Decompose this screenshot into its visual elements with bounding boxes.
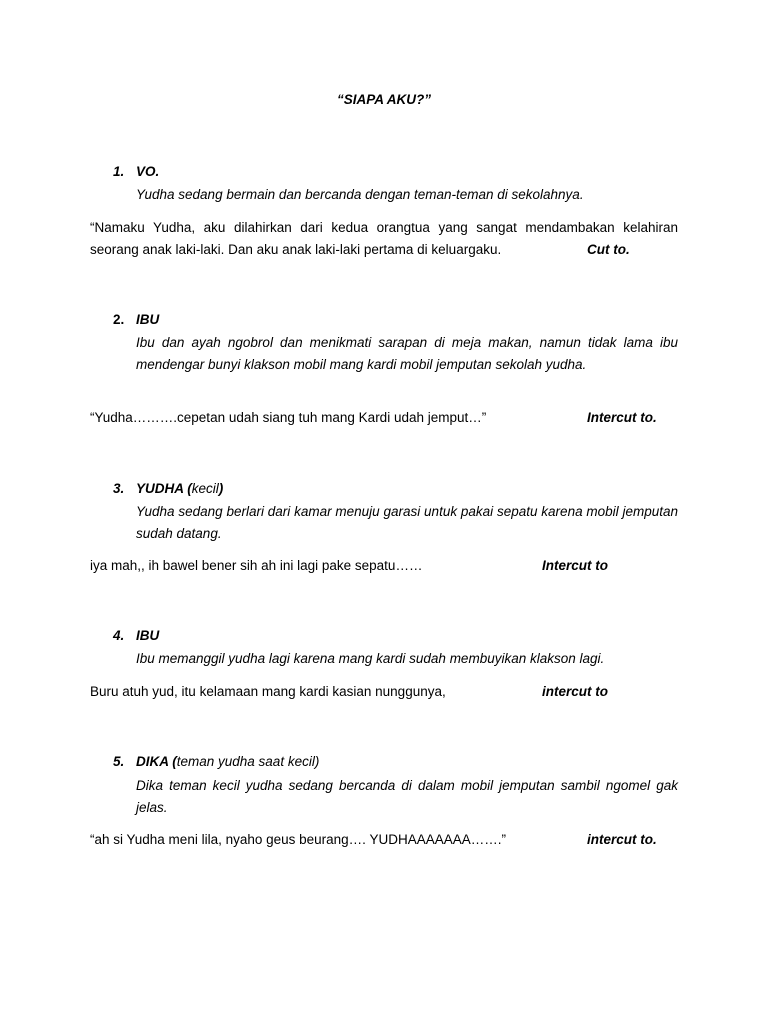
scene-3-description: Yudha sedang berlari dari kamar menuju garasi untuk pakai sepatu karena mobil jemputan sudah datang. bbox=[136, 504, 678, 541]
scene-2-heading bbox=[136, 312, 159, 327]
scene-5-description: Dika teman kecil yudha sedang bercanda di dalam mobil jemputan sambil ngomel gak jelas. bbox=[136, 778, 678, 815]
scene-4-dialogue: Buru atuh yud, itu kelamaan mang kardi kasian nunggunya, bbox=[90, 684, 446, 699]
scene-3-heading-sub: kecil bbox=[191, 481, 219, 496]
scene-3-number: 3. bbox=[113, 481, 125, 496]
scene-2-transition: Intercut to. bbox=[587, 410, 657, 425]
scene-1-heading-text: VO. bbox=[136, 164, 160, 179]
scene-3-dialogue: iya mah,, ih bawel bener sih ah ini lagi pake sepatu…… bbox=[90, 558, 423, 573]
scene-1-heading bbox=[136, 164, 159, 179]
scene-5-number: 5. bbox=[113, 754, 125, 769]
scene-3-heading-tail: ) bbox=[218, 481, 224, 496]
scene-2-number: 2. bbox=[113, 312, 125, 327]
scene-4-description: Ibu memanggil yudha lagi karena mang kardi sudah membuyikan klakson lagi. bbox=[136, 651, 605, 666]
scene-1-dialogue-line1: “Namaku Yudha, aku dilahirkan dari kedua orangtua yang sangat mendambakan kelahiran bbox=[90, 220, 678, 235]
scene-4-number: 4. bbox=[113, 628, 125, 643]
scene-4-transition: intercut to bbox=[542, 684, 608, 699]
scene-5-heading bbox=[136, 754, 319, 769]
scene-1-dialogue-line2: seorang anak laki-laki. Dan aku anak laki-laki pertama di keluargaku. bbox=[90, 242, 502, 257]
scene-5-heading-text: DIKA ( bbox=[136, 754, 177, 769]
scene-3-transition: Intercut to bbox=[542, 558, 608, 573]
scene-1-transition: Cut to. bbox=[587, 242, 630, 257]
scene-1-description: Yudha sedang bermain dan bercanda dengan teman-teman di sekolahnya. bbox=[136, 187, 584, 202]
scene-5-heading-sub: teman yudha saat kecil) bbox=[176, 754, 320, 769]
scene-2-dialogue: “Yudha……….cepetan udah siang tuh mang Kardi udah jemput…” bbox=[90, 410, 487, 425]
page-title: “SIAPA AKU?” bbox=[337, 92, 431, 107]
scene-5-dialogue: “ah si Yudha meni lila, nyaho geus beurang…. YUDHAAAAAAA…….” bbox=[90, 832, 506, 847]
scene-2-description: Ibu dan ayah ngobrol dan menikmati sarapan di meja makan, namun tidak lama ibu mendengar bunyi klakson mobil mang kardi mobil jemputan sekolah yudha. bbox=[136, 335, 678, 372]
scene-2-heading-text: IBU bbox=[136, 312, 160, 327]
scene-3-heading bbox=[136, 481, 223, 496]
scene-4-heading-text: IBU bbox=[136, 628, 160, 643]
scene-1-number: 1. bbox=[113, 164, 125, 179]
scene-3-heading-text: YUDHA ( bbox=[136, 481, 192, 496]
scene-5-transition: intercut to. bbox=[587, 832, 657, 847]
scene-4-heading bbox=[136, 628, 159, 643]
